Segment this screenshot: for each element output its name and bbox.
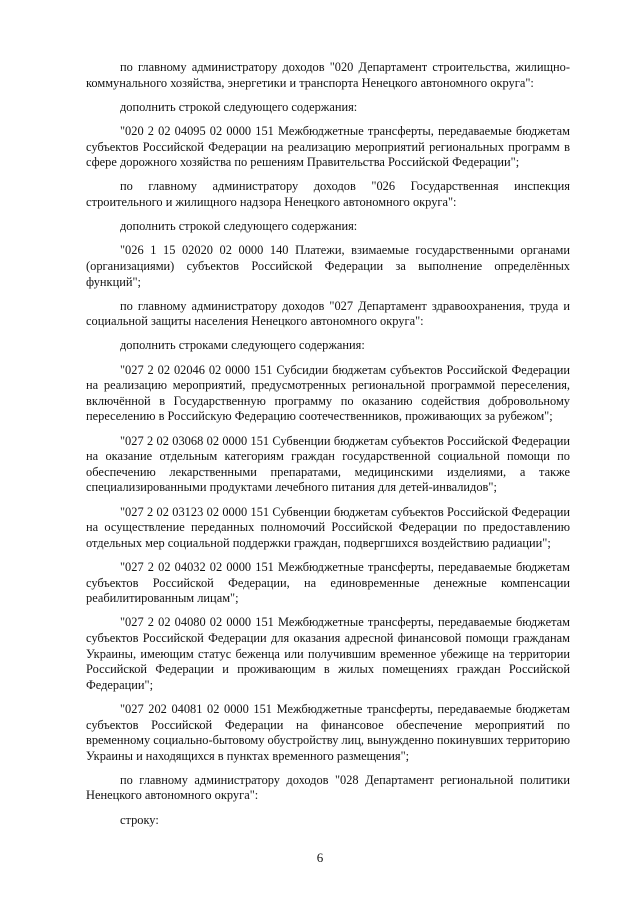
paragraph-add-line-1: дополнить строкой следующего содержания: <box>120 99 358 114</box>
page-number: 6 <box>316 850 324 865</box>
paragraph-code-027-04032: "027 2 02 04032 02 0000 151 Межбюджетные трансферты, передаваемые бюджетам субъектов Российской Федерации, на единовременные денежные компенсации реабилитированным лицам"; <box>86 559 570 606</box>
paragraph-admin-028: по главному администратору доходов "028 Департамент региональной политики Ненецкого автономного округа": <box>86 772 570 803</box>
paragraph-line-label: строку: <box>120 812 159 827</box>
document-body <box>86 60 570 837</box>
paragraph-admin-027: по главному администратору доходов "027 Департамент здравоохранения, труда и социальной защиты населения Ненецкого автономного округа": <box>86 298 570 329</box>
paragraph-code-020-04095: "020 2 02 04095 02 0000 151 Межбюджетные трансферты, передаваемые бюджетам субъектов Российской Федерации на реализацию мероприятий региональных программ в сфере дорожного хозяйства по решениям Правительства Российской Федерации"; <box>86 123 570 170</box>
paragraph-code-027-04081: "027 202 04081 02 0000 151 Межбюджетные трансферты, передаваемые бюджетам субъектов Российской Федерации на финансовое обеспечение мероприятий по временному социально-бытовому обустройству лиц, вынужденно покинувших территорию Украины и находящихся в пунктах временного размещения"; <box>86 701 570 763</box>
paragraph-code-027-03068: "027 2 02 03068 02 0000 151 Субвенции бюджетам субъектов Российской Федерации на оказание отдельным категориям граждан государственной социальной помощи по обеспечению лекарственными препаратами, медицинскими изделиями, а также специализированными продуктами лечебного питания для детей-инвалидов"; <box>86 433 570 495</box>
paragraph-code-027-02046: "027 2 02 02046 02 0000 151 Субсидии бюджетам субъектов Российской Федерации на реализацию мероприятий, предусмотренных региональной программой переселения, включённой в Государственную программу по оказанию содействия добровольному переселению в Российскую Федерацию соотечественников, проживающих за рубежом"; <box>86 362 570 424</box>
paragraph-code-027-03123: "027 2 02 03123 02 0000 151 Субвенции бюджетам субъектов Российской Федерации на осуществление переданных полномочий Российской Федерации по предоставлению отдельных мер социальной поддержки граждан, подвергшихся воздействию радиации"; <box>86 504 570 550</box>
paragraph-code-026-02020: "026 1 15 02020 02 0000 140 Платежи, взимаемые государственными органами (организациями) субъектов Российской Федерации за выполнение определённых функций"; <box>86 243 570 289</box>
paragraph-code-027-04080: "027 2 02 04080 02 0000 151 Межбюджетные трансферты, передаваемые бюджетам субъектов Российской Федерации для оказания адресной финансовой помощи гражданам Украины, имеющим статус беженца или получившим временное убежище на территории Российской Федерации и проживающим в жилых помещениях граждан Российской Федерации"; <box>86 615 570 692</box>
paragraph-admin-026: по главному администратору доходов "026 Государственная инспекция строительного и жилищного надзора Ненецкого автономного округа": <box>86 179 570 209</box>
paragraph-add-lines: дополнить строками следующего содержания: <box>120 338 365 353</box>
paragraph-admin-020: по главному администратору доходов "020 Департамент строительства, жилищно-коммунального хозяйства, энергетики и транспорта Ненецкого автономного округа": <box>86 60 570 90</box>
paragraph-add-line-2: дополнить строкой следующего содержания: <box>120 219 358 234</box>
